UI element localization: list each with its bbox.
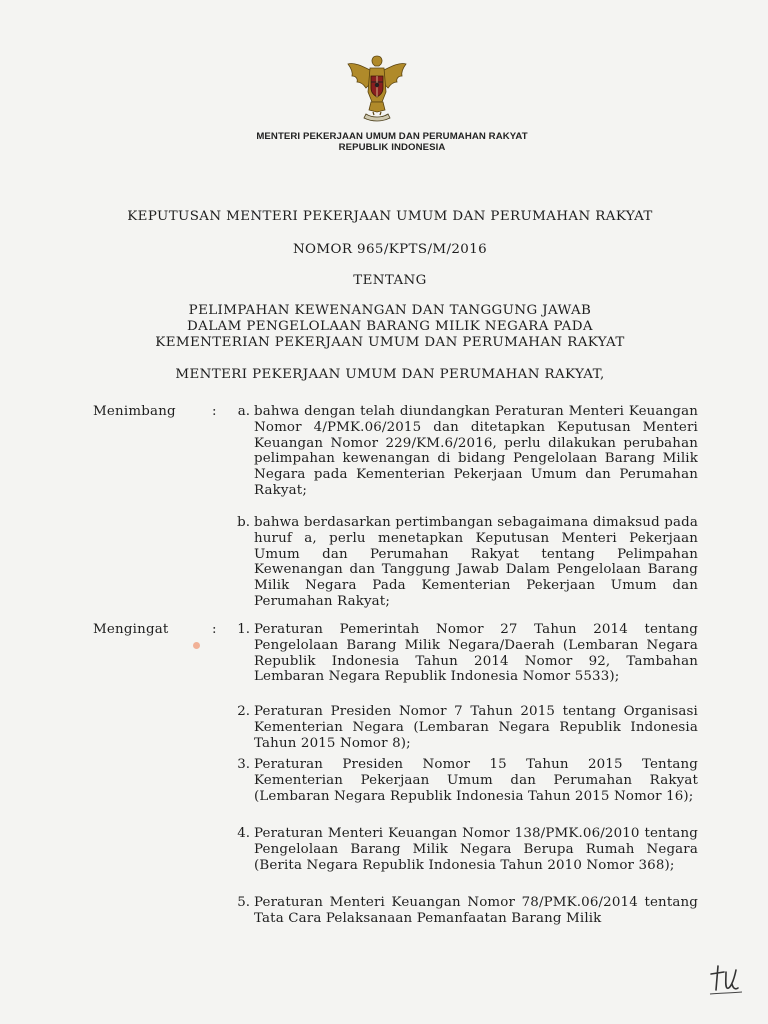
- institution-country: REPUBLIK INDONESIA: [338, 142, 446, 153]
- item-text: bahwa dengan telah diundangkan Peraturan Menteri Keuangan Nomor 4/PMK.06/2015 dan ditetapkan Keputusan Menteri Keuangan Nomor 229/KM.6/2016, perlu dilakukan perubahan pelimpahan kewenangan di bidang Pengelolaan Barang Milik Negara pada Kementerian Pekerjaan Umum dan Perumahan Rakyat;: [254, 404, 698, 498]
- item-text: Peraturan Presiden Nomor 15 Tahun 2015 Tentang Kementerian Pekerjaan Umum dan Perumahan Rakyat (Lembaran Negara Republik Indonesia Tahun 2015 Nomor 16);: [254, 757, 698, 804]
- item-text: Peraturan Menteri Keuangan Nomor 138/PMK.06/2010 tentang Pengelolaan Barang Milik Negara Berupa Rumah Negara (Berita Negara Republik Indonesia Tahun 2010 Nomor 368);: [254, 826, 698, 873]
- item-text: Peraturan Menteri Keuangan Nomor 78/PMK.06/2014 tentang Tata Cara Pelaksanaan Pemanfaatan Barang Milik: [254, 895, 698, 926]
- decree-issuer: MENTERI PEKERJAAN UMUM DAN PERUMAHAN RAKYAT,: [175, 367, 605, 382]
- mengingat-colon: :: [212, 622, 217, 637]
- item-marker: a.: [237, 404, 250, 419]
- mengingat-item: [224, 704, 698, 751]
- decree-title-line: DALAM PENGELOLAAN BARANG MILIK NEGARA PADA: [187, 319, 593, 334]
- decree-title: [6, 303, 768, 351]
- handwritten-initials-icon: [708, 960, 744, 1000]
- decree-about: TENTANG: [353, 273, 427, 288]
- decree-number: NOMOR 965/KPTS/M/2016: [292, 242, 488, 257]
- item-text: bahwa berdasarkan pertimbangan sebagaimana dimaksud pada huruf a, perlu menetapkan Keputusan Menteri Pekerjaan Umum dan Perumahan Rakyat tentang Pelimpahan Kewenangan dan Tanggung Jawab Dalam Pengelolaan Barang Milik Negara Pada Kementerian Pekerjaan Umum dan Perumahan Rakyat;: [254, 515, 698, 609]
- menimbang-item: [224, 404, 698, 499]
- mengingat-item: [224, 895, 698, 927]
- mengingat-item: [224, 622, 698, 685]
- mengingat-item: [224, 826, 698, 873]
- decree-heading: KEPUTUSAN MENTERI PEKERJAAN UMUM DAN PERUMAHAN RAKYAT: [127, 209, 653, 224]
- item-marker: b.: [237, 515, 250, 530]
- item-marker: 4.: [237, 826, 250, 841]
- mengingat-item: [224, 757, 698, 804]
- mengingat-label: Mengingat: [93, 622, 169, 637]
- decree-title-line: PELIMPAHAN KEWENANGAN DAN TANGGUNG JAWAB: [188, 303, 592, 318]
- menimbang-colon: :: [212, 404, 217, 419]
- item-marker: 5.: [237, 895, 250, 910]
- menimbang-item: [224, 515, 698, 610]
- item-text: Peraturan Pemerintah Nomor 27 Tahun 2014 tentang Pengelolaan Barang Milik Negara/Daerah (Lembaran Negara Republik Indonesia Tahun 2014 Nomor 92, Tambahan Lembaran Negara Republik Indonesia Nomor 5533);: [254, 622, 698, 685]
- item-marker: 1.: [237, 622, 250, 637]
- menimbang-label: Menimbang: [93, 404, 176, 419]
- item-text: Peraturan Presiden Nomor 7 Tahun 2015 tentang Organisasi Kementerian Negara (Lembaran Negara Republik Indonesia Tahun 2015 Nomor 8);: [254, 704, 698, 751]
- garuda-pancasila-emblem-icon: [344, 52, 410, 124]
- institution-name: MENTERI PEKERJAAN UMUM DAN PERUMAHAN RAKYAT: [256, 131, 528, 142]
- ink-dot: [193, 642, 200, 649]
- item-marker: 2.: [237, 704, 250, 719]
- decree-title-line: KEMENTERIAN PEKERJAAN UMUM DAN PERUMAHAN RAKYAT: [155, 335, 625, 350]
- item-marker: 3.: [237, 757, 250, 772]
